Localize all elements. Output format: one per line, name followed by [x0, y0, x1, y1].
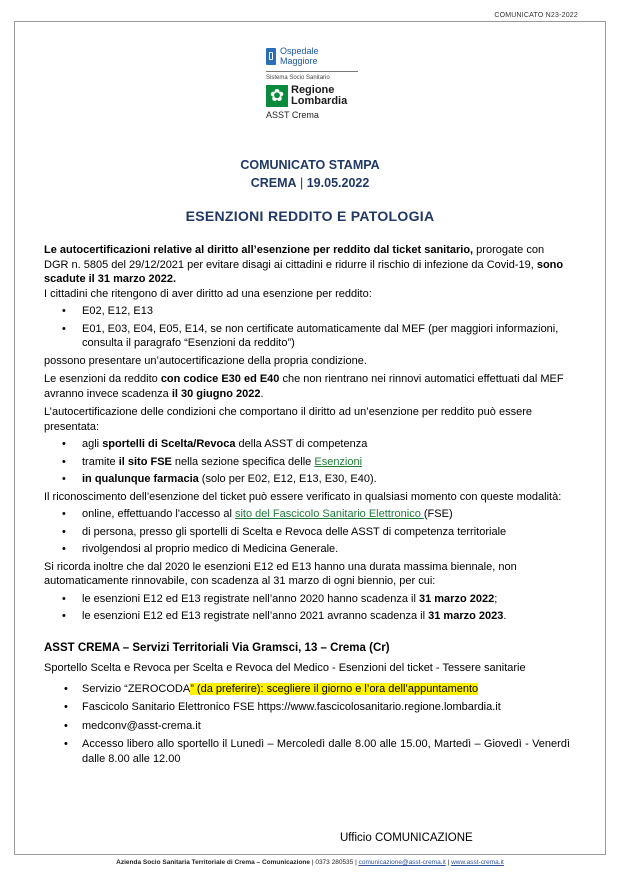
list-item: • di persona, presso gli sportelli di Scelta e Revoca delle ASST di competenza territoriale: [44, 525, 570, 540]
ospedale-label: Ospedale: [280, 46, 319, 56]
logo-divider: [266, 71, 358, 72]
regione-lombardia-icon: ✿: [266, 85, 288, 107]
section-description: Sportello Scelta e Revoca per Scelta e Revoca del Medico - Esenzioni del ticket - Tessere sanitarie: [44, 662, 526, 674]
signature: Ufficio COMUNICAZIONE: [340, 832, 473, 844]
logo-block: [266, 46, 376, 120]
document-reference: COMUNICATO N23-2022: [494, 12, 578, 19]
list-item: • tramite il sito FSE nella sezione specifica delle Esenzioni: [44, 455, 570, 470]
list-item: • E01, E03, E04, E05, E14, se non certificate automaticamente dal MEF (per maggiori informazioni, consulta il paragrafo “Esenzioni da reddito”): [44, 322, 570, 351]
regione-label: Regione: [291, 84, 335, 96]
comunicato-heading: COMUNICATO STAMPA: [240, 158, 380, 172]
list-item: • agli sportelli di Scelta/Revoca della ASST di competenza: [44, 437, 570, 452]
sistema-label: Sistema Socio Sanitario: [266, 75, 330, 81]
list-item: • le esenzioni E12 ed E13 registrate nell’anno 2021 avranno scadenza il 31 marzo 2023.: [44, 609, 570, 624]
asst-label: ASST Crema: [266, 110, 319, 120]
verification-list: [44, 507, 570, 557]
lombardia-label: Lombardia: [291, 95, 348, 107]
paragraph: Le esenzioni da reddito con codice E30 ed E40 che non rientrano nei rinnovi automatici effettuati dal MEF avranno invece scadenza il 30 giugno 2022.: [44, 373, 564, 400]
footer-website-link[interactable]: www.asst-crema.it: [451, 859, 504, 866]
regione-logo: [266, 85, 376, 107]
paragraph: I cittadini che ritengono di aver diritto ad una esenzione per reddito:: [44, 287, 372, 300]
list-item: • online, effettuando l'accesso al sito del Fascicolo Sanitario Elettronico (FSE): [44, 507, 570, 522]
paragraph: L’autocertificazione delle condizioni che comportano il diritto ad un’esenzione per reddito può essere presentata:: [44, 406, 532, 433]
list-item: • Fascicolo Sanitario Elettronico FSE https://www.fascicolosanitario.regione.lombardia.it: [44, 700, 570, 715]
footer-email-link[interactable]: comunicazione@asst-crema.it: [358, 859, 446, 866]
paragraph: Si ricorda inoltre che dal 2020 le esenzioni E12 ed E13 hanno una durata massima biennale, non automaticamente rinnovabile, con scadenza al 31 marzo di ogni biennio, per cui:: [44, 560, 517, 587]
section-heading: ASST CREMA – Servizi Territoriali Via Gramsci, 13 – Crema (Cr): [44, 641, 390, 654]
ospedale-icon: [266, 48, 276, 65]
esenzioni-link[interactable]: Esenzioni: [314, 455, 363, 468]
list-item: • E02, E12, E13: [44, 304, 570, 319]
fse-link[interactable]: sito del Fascicolo Sanitario Elettronico: [234, 508, 424, 520]
list-item: • rivolgendosi al proprio medico di Medicina Generale.: [44, 542, 570, 557]
intro-paragraph: Le autocertificazioni relative al diritto all’esenzione per reddito dal ticket sanitario, prorogate con DGR n. 5805 del 29/12/2021 per evitare disagi ai cittadini e ridurre il rischio di infezione da Covid-19, sono scadute il 31 marzo 2022.: [44, 244, 564, 285]
list-item: • medconv@asst-crema.it: [44, 719, 570, 734]
page-title: ESENZIONI REDDITO E PATOLOGIA: [185, 208, 435, 224]
footer: Azienda Socio Sanitaria Territoriale di Crema – Comunicazione | 0373 280535 | comunicazione@asst-crema.it | www.asst-crema.it: [116, 859, 504, 866]
list-item: • in qualunque farmacia (solo per E02, E12, E13, E30, E40).: [44, 472, 570, 487]
exemption-codes-list: [44, 304, 570, 351]
place-date: CREMA | 19.05.2022: [250, 176, 370, 190]
list-item: • le esenzioni E12 ed E13 registrate nell’anno 2020 hanno scadenza il 31 marzo 2022;: [44, 592, 570, 607]
paragraph: Il riconoscimento dell’esenzione del ticket può essere verificato in qualsiasi momento con queste modalità:: [44, 490, 562, 503]
list-item: • Accesso libero allo sportello il Lunedì – Mercoledì dalle 8.00 alle 15.00, Martedì – Giovedì - Venerdì dalle 8.00 alle 12.00: [44, 737, 570, 766]
expiry-list: [44, 592, 570, 624]
ospedale-logo: [266, 46, 376, 66]
maggiore-label: Maggiore: [280, 56, 318, 66]
paragraph: possono presentare un’autocertificazione della propria condizione.: [44, 354, 367, 367]
highlighted-text: ” (da preferire): scegliere il giorno e l’ora dell’appuntamento: [190, 682, 479, 695]
list-item: • Servizio “ZEROCODA” (da preferire): scegliere il giorno e l’ora dell’appuntamento: [44, 682, 570, 697]
document-body: [44, 243, 570, 770]
services-list: [44, 682, 570, 767]
submission-list: [44, 437, 570, 487]
